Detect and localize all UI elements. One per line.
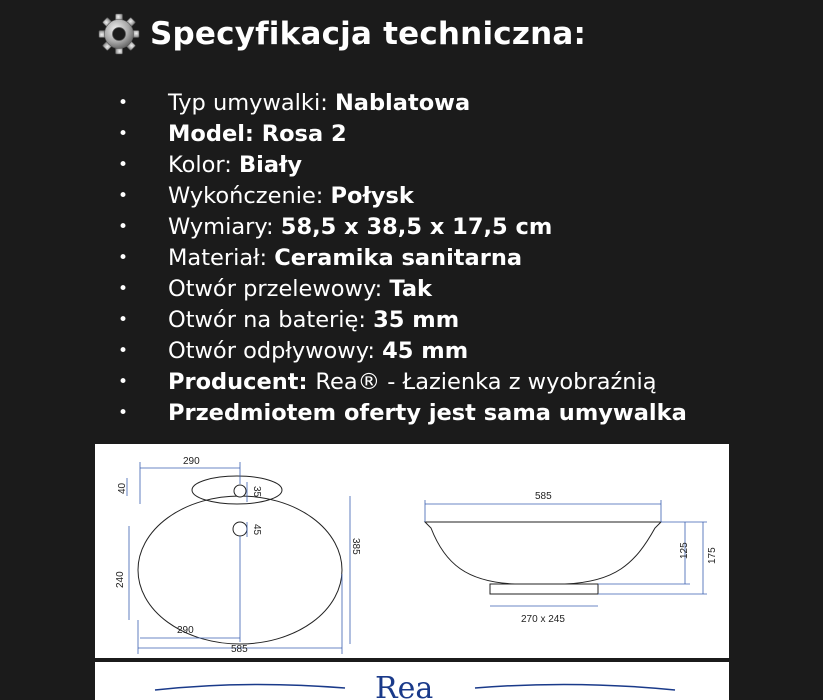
bullet-icon: •	[118, 217, 129, 237]
spec-item	[118, 181, 687, 212]
dim-240: 240	[115, 571, 126, 588]
bullet-icon: •	[118, 93, 129, 113]
spec-value: Rosa 2	[261, 121, 347, 147]
spec-label: Otwór na baterię:	[168, 307, 374, 333]
page-title: Specyfikacja techniczna:	[150, 16, 587, 52]
bullet-icon: •	[118, 372, 129, 392]
spec-item	[118, 212, 687, 243]
bullet-icon: •	[118, 279, 129, 299]
tap-hole	[234, 485, 246, 497]
dim-125: 125	[679, 542, 690, 559]
bullet-icon: •	[118, 186, 129, 206]
spec-list	[118, 88, 687, 429]
dim-45: 45	[251, 524, 262, 536]
spec-label: Producent:	[168, 369, 316, 395]
spec-value: 45 mm	[382, 338, 469, 364]
basin-side-outline	[425, 522, 661, 584]
dim-585-side: 585	[535, 491, 552, 502]
spec-value: 58,5 x 38,5 x 17,5 cm	[280, 214, 553, 240]
spec-label: Otwór odpływowy:	[168, 338, 383, 364]
spec-header	[98, 12, 586, 56]
dim-35: 35	[251, 486, 262, 498]
spec-value: Połysk	[330, 183, 414, 209]
dim-40: 40	[117, 482, 128, 494]
spec-label: Wykończenie:	[168, 183, 331, 209]
spec-value: Nablatowa	[334, 90, 471, 116]
spec-label: Materiał:	[168, 245, 275, 271]
spec-item	[118, 243, 687, 274]
brand-logo: Rea	[375, 671, 434, 700]
bullet-icon: •	[118, 248, 129, 268]
bullet-icon: •	[118, 310, 129, 330]
spec-value: Ceramika sanitarna	[274, 245, 523, 271]
spec-item	[118, 367, 687, 398]
bullet-icon: •	[118, 403, 129, 423]
dim-290-top: 290	[183, 456, 200, 467]
spec-label: Typ umywalki:	[168, 90, 335, 116]
gear-icon	[98, 13, 140, 55]
spec-item	[118, 274, 687, 305]
spec-label: Wymiary:	[168, 214, 281, 240]
bullet-icon: •	[118, 124, 129, 144]
drain-hole	[233, 522, 247, 536]
basin-base	[490, 584, 598, 594]
spec-label: Przedmiotem oferty jest sama umywalka	[168, 400, 687, 426]
spec-label: Model:	[168, 121, 262, 147]
spec-item	[118, 88, 687, 119]
spec-label: Kolor:	[168, 152, 240, 178]
spec-item	[118, 150, 687, 181]
dim-base: 270 x 245	[521, 614, 565, 625]
bullet-icon: •	[118, 155, 129, 175]
spec-value: Biały	[239, 152, 303, 178]
spec-item	[118, 336, 687, 367]
dim-385: 385	[350, 538, 361, 555]
spec-label: Otwór przelewowy:	[168, 276, 390, 302]
spec-value: Tak	[389, 276, 432, 302]
spec-item	[118, 119, 687, 150]
spec-item	[118, 398, 687, 429]
spec-value: Rea® - Łazienka z wyobraźnią	[315, 369, 657, 395]
brand-strip	[95, 662, 729, 700]
spec-value: 35 mm	[373, 307, 460, 333]
spec-item	[118, 305, 687, 336]
dim-175: 175	[707, 547, 718, 564]
dim-290-bottom: 290	[177, 625, 194, 636]
technical-drawing	[95, 444, 729, 658]
bullet-icon: •	[118, 341, 129, 361]
dim-585-top: 585	[231, 644, 248, 655]
